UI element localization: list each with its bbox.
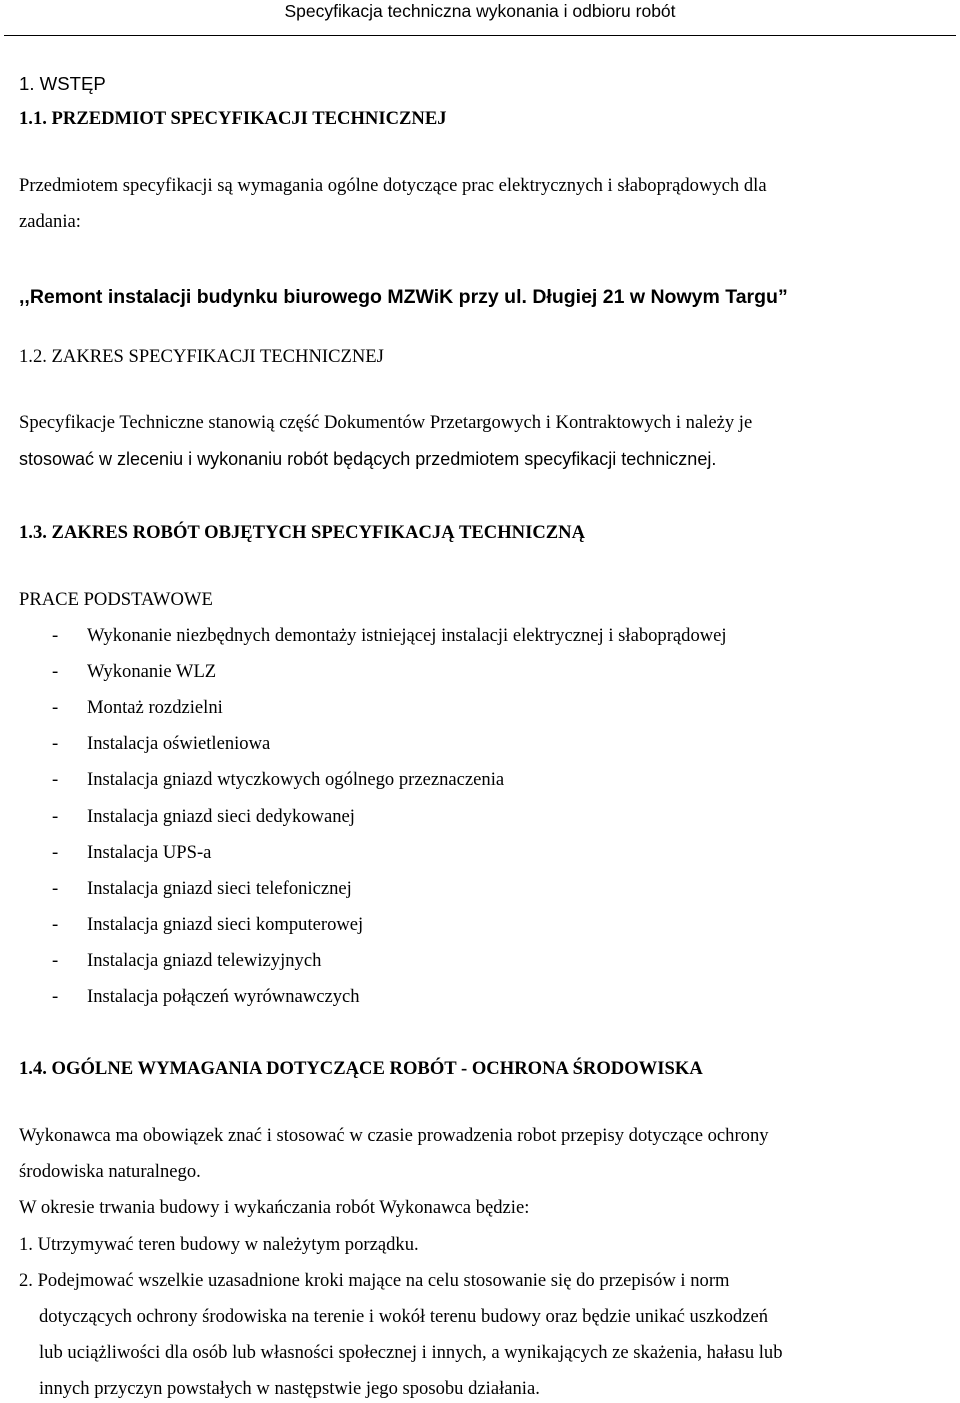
list-dash: -	[52, 661, 59, 682]
list-dash: -	[52, 769, 59, 790]
basic-works-item-label: Instalacja UPS-a	[87, 842, 212, 863]
list-dash: -	[52, 914, 59, 935]
basic-works-item-label: Instalacja gniazd sieci telefonicznej	[87, 878, 352, 899]
list-dash: -	[52, 986, 59, 1007]
basic-works-item	[19, 697, 223, 719]
task-title: ,,Remont instalacji budynku biurowego MZWiK przy ul. Długiej 21 w Nowym Targu”	[19, 286, 788, 308]
basic-works-item	[19, 950, 321, 972]
basic-works-label: PRACE PODSTAWOWE	[19, 589, 213, 610]
scope-paragraph-line-2: stosować w zleceniu i wykonaniu robót będących przedmiotem specyfikacji technicznej.	[19, 449, 717, 469]
subsection-heading-environment: 1.4. OGÓLNE WYMAGANIA DOTYCZĄCE ROBÓT - OCHRONA ŚRODOWISKA	[19, 1058, 703, 1079]
basic-works-item	[19, 986, 360, 1008]
subsection-heading-works-scope: 1.3. ZAKRES ROBÓT OBJĘTYCH SPECYFIKACJĄ TECHNICZNĄ	[19, 522, 586, 543]
subject-paragraph-line-1: Przedmiotem specyfikacji są wymagania ogólne dotyczące prac elektrycznych i słaboprądowych dla	[19, 175, 767, 196]
basic-works-item-label: Instalacja gniazd telewizyjnych	[87, 950, 322, 971]
basic-works-item	[19, 733, 270, 755]
basic-works-item-label: Instalacja gniazd sieci dedykowanej	[87, 806, 355, 827]
list-dash: -	[52, 733, 59, 754]
list-dash: -	[52, 950, 59, 971]
requirement-item-2-line-4: innych przyczyn powstałych w następstwie jego sposobu działania.	[39, 1378, 540, 1399]
basic-works-item	[19, 769, 504, 791]
basic-works-item-label: Montaż rozdzielni	[87, 697, 223, 718]
list-dash: -	[52, 625, 59, 646]
scope-paragraph-line-1: Specyfikacje Techniczne stanowią część Dokumentów Przetargowych i Kontraktowych i należy je	[19, 412, 753, 433]
basic-works-item-label: Wykonanie WLZ	[87, 661, 217, 682]
requirement-item-2-line-1: 2. Podejmować wszelkie uzasadnione kroki mające na celu stosowanie się do przepisów i norm	[19, 1270, 730, 1291]
header-divider	[4, 35, 956, 36]
environment-paragraph-line-1: Wykonawca ma obowiązek znać i stosować w czasie prowadzenia robot przepisy dotyczące ochrony	[19, 1125, 769, 1146]
basic-works-item	[19, 914, 363, 936]
requirement-item-1: 1. Utrzymywać teren budowy w należytym porządku.	[19, 1234, 419, 1255]
basic-works-item-label: Instalacja gniazd sieci komputerowej	[87, 914, 364, 935]
basic-works-item-label: Instalacja oświetleniowa	[87, 733, 271, 754]
basic-works-item-label: Instalacja połączeń wyrównawczych	[87, 986, 360, 1007]
basic-works-item-label: Wykonanie niezbędnych demontaży istniejącej instalacji elektrycznej i słaboprądowej	[87, 625, 727, 646]
list-dash: -	[52, 878, 59, 899]
basic-works-item	[19, 878, 352, 900]
requirement-item-2-line-2: dotyczących ochrony środowiska na terenie i wokół terenu budowy oraz będzie unikać uszkodzeń	[39, 1306, 769, 1327]
list-dash: -	[52, 842, 59, 863]
basic-works-item	[19, 625, 727, 647]
basic-works-item	[19, 661, 216, 683]
basic-works-item	[19, 842, 211, 864]
basic-works-item-label: Instalacja gniazd wtyczkowych ogólnego przeznaczenia	[87, 769, 505, 790]
basic-works-item	[19, 806, 355, 828]
subsection-heading-subject: 1.1. PRZEDMIOT SPECYFIKACJI TECHNICZNEJ	[19, 108, 447, 129]
page-header: Specyfikacja techniczna wykonania i odbioru robót	[284, 1, 676, 21]
environment-paragraph-line-3: W okresie trwania budowy i wykańczania robót Wykonawca będzie:	[19, 1197, 530, 1218]
environment-paragraph-line-2: środowiska naturalnego.	[19, 1161, 201, 1182]
subject-paragraph-line-2: zadania:	[19, 211, 81, 232]
list-dash: -	[52, 806, 59, 827]
section-heading-intro: 1. WSTĘP	[19, 73, 106, 94]
requirement-item-2-line-3: lub uciążliwości dla osób lub własności społecznej i innych, a wynikających ze skażenia, hałasu lub	[39, 1342, 783, 1363]
list-dash: -	[52, 697, 59, 718]
subsection-heading-scope: 1.2. ZAKRES SPECYFIKACJI TECHNICZNEJ	[19, 346, 384, 367]
